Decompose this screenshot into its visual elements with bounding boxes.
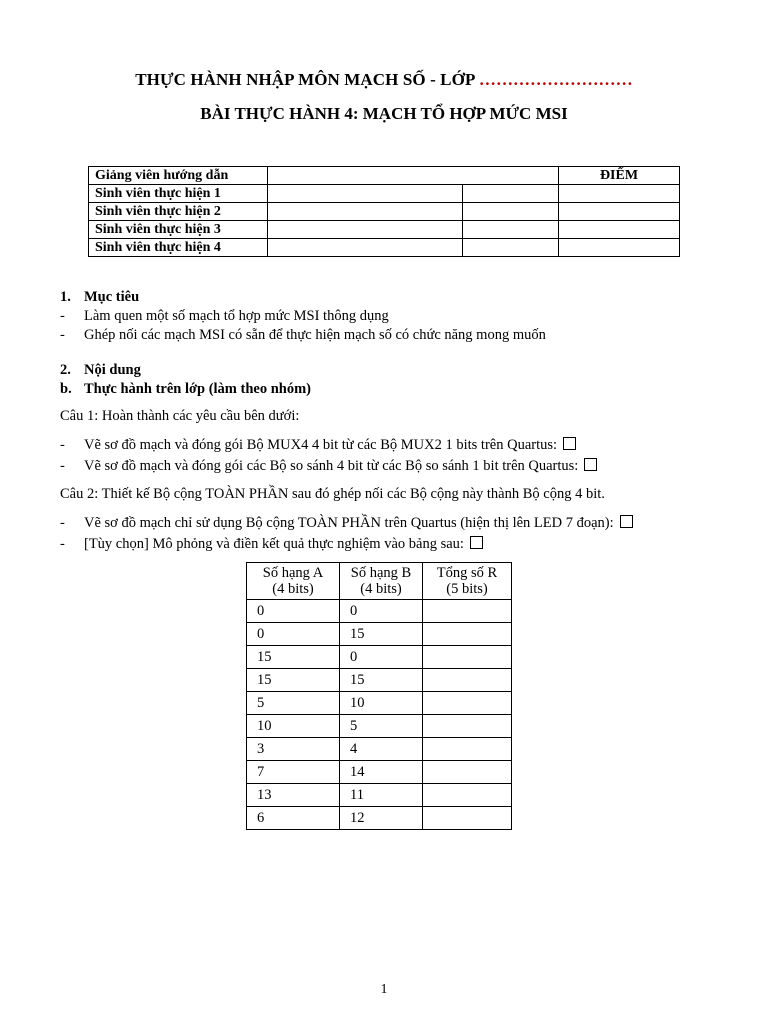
instructor-field[interactable] — [268, 167, 559, 185]
bullet-dash: - — [60, 308, 65, 324]
student-id-field[interactable] — [463, 239, 559, 257]
section2-heading: Nội dung — [84, 362, 141, 378]
instructor-label: Giảng viên hướng dẫn — [89, 167, 268, 185]
question1-text: Câu 1: Hoàn thành các yêu cầu bên dưới: — [60, 408, 300, 424]
checkbox[interactable] — [470, 536, 483, 549]
student-score-field[interactable] — [559, 185, 680, 203]
document-title — [0, 70, 768, 90]
student-score-field[interactable] — [559, 239, 680, 257]
table-row — [247, 761, 512, 784]
question1-item — [84, 457, 597, 475]
student-id-field[interactable] — [463, 185, 559, 203]
score-label: ĐIỂM — [559, 167, 680, 185]
cell-r[interactable] — [423, 669, 512, 692]
student-name-field[interactable] — [268, 221, 463, 239]
table-row — [247, 784, 512, 807]
student-id-field[interactable] — [463, 203, 559, 221]
cell-a: 0 — [247, 623, 340, 646]
cell-b: 14 — [340, 761, 423, 784]
cell-a: 15 — [247, 646, 340, 669]
student-name-field[interactable] — [268, 239, 463, 257]
cell-a: 3 — [247, 738, 340, 761]
table-row — [247, 646, 512, 669]
objective-item: Làm quen một số mạch tổ hợp mức MSI thông dụng — [84, 308, 389, 324]
document-subtitle: BÀI THỰC HÀNH 4: MẠCH TỔ HỢP MỨC MSI — [200, 104, 568, 123]
cell-b: 11 — [340, 784, 423, 807]
checkbox[interactable] — [584, 458, 597, 471]
student-label: Sinh viên thực hiện 2 — [89, 203, 268, 221]
title-text: THỰC HÀNH NHẬP MÔN MẠCH SỐ - LỚP — [135, 70, 479, 89]
student-row — [89, 203, 680, 221]
cell-a: 5 — [247, 692, 340, 715]
cell-r[interactable] — [423, 807, 512, 830]
cell-r[interactable] — [423, 646, 512, 669]
cell-b: 0 — [340, 646, 423, 669]
student-label: Sinh viên thực hiện 4 — [89, 239, 268, 257]
student-row — [89, 221, 680, 239]
subsection-heading: Thực hành trên lớp (làm theo nhóm) — [84, 381, 312, 397]
question1-item-text: Vẽ sơ đồ mạch và đóng gói Bộ MUX4 4 bit từ các Bộ MUX2 1 bits trên Quartus: — [84, 437, 558, 453]
student-row — [89, 185, 680, 203]
table-row — [247, 738, 512, 761]
instructor-row — [89, 167, 680, 185]
question2-item-text: [Tùy chọn] Mô phỏng và điền kết quả thực nghiệm vào bảng sau: — [84, 536, 464, 552]
question2-item — [84, 514, 633, 532]
student-score-field[interactable] — [559, 203, 680, 221]
bullet-dash: - — [60, 458, 65, 474]
section1-number: 1. — [60, 289, 71, 305]
header-operand-b: Số hạng B (4 bits) — [340, 563, 423, 600]
cell-b: 10 — [340, 692, 423, 715]
student-row — [89, 239, 680, 257]
cell-a: 0 — [247, 600, 340, 623]
question2-item — [84, 535, 483, 553]
question2-item-text: Vẽ sơ đồ mạch chỉ sử dụng Bộ cộng TOÀN PHẦN trên Quartus (hiện thị lên LED 7 đoạn): — [84, 515, 614, 531]
section2-number: 2. — [60, 362, 71, 378]
table-row — [247, 692, 512, 715]
table-row — [247, 623, 512, 646]
info-table — [88, 166, 680, 257]
header-operand-a: Số hạng A (4 bits) — [247, 563, 340, 600]
student-label: Sinh viên thực hiện 1 — [89, 185, 268, 203]
cell-b: 15 — [340, 623, 423, 646]
bullet-dash: - — [60, 437, 65, 453]
cell-b: 4 — [340, 738, 423, 761]
cell-a: 6 — [247, 807, 340, 830]
cell-b: 0 — [340, 600, 423, 623]
page-number: 1 — [380, 982, 388, 997]
table-row — [247, 600, 512, 623]
cell-a: 13 — [247, 784, 340, 807]
student-score-field[interactable] — [559, 221, 680, 239]
results-table — [246, 562, 512, 830]
objective-item: Ghép nối các mạch MSI có sẵn để thực hiện mạch số có chức năng mong muốn — [84, 327, 546, 343]
table-row — [247, 669, 512, 692]
cell-a: 7 — [247, 761, 340, 784]
cell-r[interactable] — [423, 784, 512, 807]
cell-r[interactable] — [423, 761, 512, 784]
bullet-dash: - — [60, 327, 65, 343]
cell-r[interactable] — [423, 738, 512, 761]
question1-item — [84, 436, 576, 454]
cell-b: 5 — [340, 715, 423, 738]
checkbox[interactable] — [563, 437, 576, 450]
checkbox[interactable] — [620, 515, 633, 528]
student-id-field[interactable] — [463, 221, 559, 239]
title-class-blank: ……………………… — [478, 70, 633, 89]
cell-b: 12 — [340, 807, 423, 830]
student-label: Sinh viên thực hiện 3 — [89, 221, 268, 239]
question2-text: Câu 2: Thiết kế Bộ cộng TOÀN PHẦN sau đó ghép nối các Bộ cộng này thành Bộ cộng 4 bit. — [60, 486, 605, 502]
cell-r[interactable] — [423, 623, 512, 646]
bullet-dash: - — [60, 515, 65, 531]
bullet-dash: - — [60, 536, 65, 552]
cell-b: 15 — [340, 669, 423, 692]
cell-r[interactable] — [423, 715, 512, 738]
results-header-row — [247, 563, 512, 600]
table-row — [247, 807, 512, 830]
student-name-field[interactable] — [268, 203, 463, 221]
cell-a: 10 — [247, 715, 340, 738]
cell-r[interactable] — [423, 600, 512, 623]
section1-heading: Mục tiêu — [84, 289, 140, 305]
header-sum-r: Tổng số R (5 bits) — [423, 563, 512, 600]
student-name-field[interactable] — [268, 185, 463, 203]
cell-r[interactable] — [423, 692, 512, 715]
cell-a: 15 — [247, 669, 340, 692]
table-row — [247, 715, 512, 738]
subsection-number: b. — [60, 381, 72, 397]
question1-item-text: Vẽ sơ đồ mạch và đóng gói các Bộ so sánh 4 bit từ các Bộ so sánh 1 bit trên Quartus: — [84, 458, 579, 474]
